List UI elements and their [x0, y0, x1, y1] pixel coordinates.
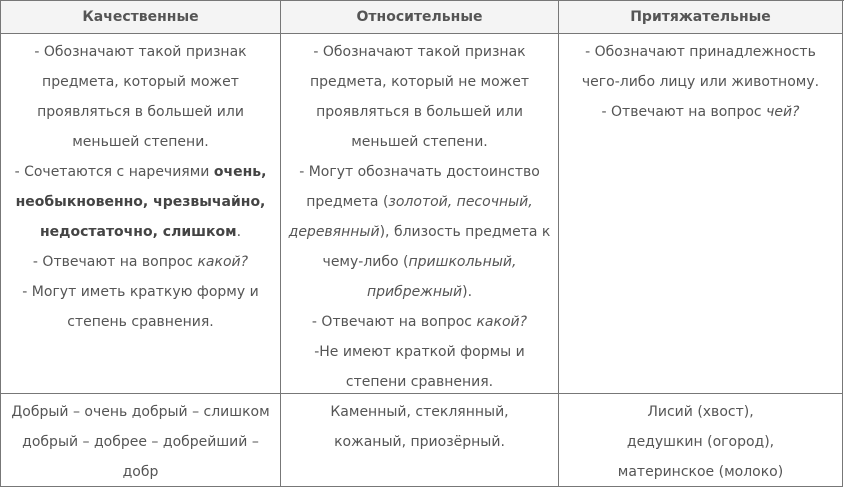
qualitative-description: [1, 34, 281, 394]
qual-forms: - Могут иметь краткую форму и степень сравнения.: [22, 284, 259, 330]
qual-question: - Отвечают на вопрос какой?: [32, 254, 249, 270]
header-qualitative: Качественные: [1, 1, 281, 34]
relative-example: Каменный, стеклянный, кожаный, приозёрный.: [281, 394, 559, 487]
poss-meaning: - Обозначают принадлежность чего-либо лицу или животному.: [581, 44, 820, 90]
possessive-description: [559, 34, 843, 394]
rel-question: - Отвечают на вопрос какой?: [311, 314, 528, 330]
relative-description: [281, 34, 559, 394]
qual-meaning: - Обозначают такой признак предмета, который может проявляться в большей или меньшей степени.: [34, 44, 247, 150]
rel-meaning: - Обозначают такой признак предмета, который не может проявляться в большей или меньшей степени.: [309, 44, 530, 150]
poss-question: - Отвечают на вопрос чей?: [601, 104, 800, 120]
qual-adverbs-list: очень, необыкновенно, чрезвычайно, недостаточно, слишком: [15, 164, 267, 240]
header-possessive: Притяжательные: [559, 1, 843, 34]
qual-adverbs: - Сочетаются с наречиями очень, необыкновенно, чрезвычайно, недостаточно, слишком.: [14, 164, 267, 240]
rel-examples-text: - Могут обозначать достоинство предмета (золотой, песочный, деревянный), близость предмета к чему-либо (пришкольный, прибрежный).: [288, 164, 551, 300]
rel-forms: -Не имеют краткой формы и степени сравнения.: [314, 344, 525, 390]
header-relative: Относительные: [281, 1, 559, 34]
possessive-example: Лисий (хвост), дедушкин (огород), материнское (молоко): [559, 394, 843, 487]
qualitative-example: Добрый – очень добрый – слишком добрый – добрее – добрейший – добр: [1, 394, 281, 487]
